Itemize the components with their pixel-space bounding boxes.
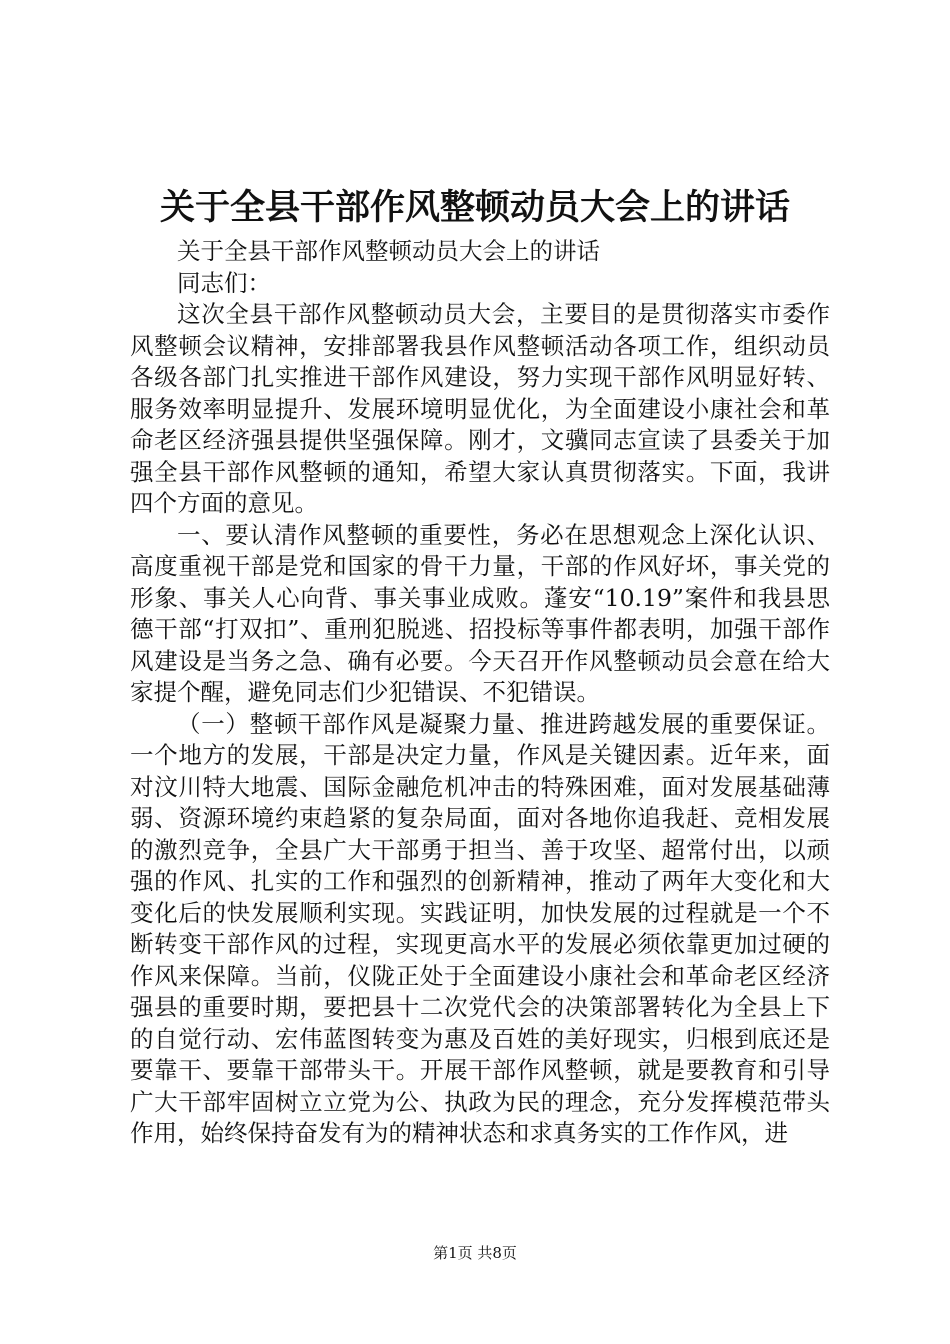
page-number-footer: 第1页 共8页 [433,1244,517,1262]
document-title: 关于全县干部作风整顿动员大会上的讲话 [159,188,790,228]
subtitle-paragraph: 关于全县干部作风整顿动员大会上的讲话 [177,237,600,265]
salutation-paragraph: 同志们： [177,268,271,297]
intro-paragraph: 这次全县干部作风整顿动员大会，主要目的是贯彻落实市委作风整顿会议精神，安排部署我县作风整顿活动各项工作，组织动员各级各部门扎实推进干部作风建设，努力实现干部作风明显好转、服务效率明显提升、发展环境明显优化，为全面建设小康社会和革命老区经济强县提供坚强保障。刚才，文骥同志宣读了县委关于加强全县干部作风整顿的通知，希望大家认真贯彻落实。下面，我讲四个方面的意见。 [130,300,830,517]
section-one-paragraph: 一、要认清作风整顿的重要性，务必在思想观念上深化认识、高度重视干部是党和国家的骨干力量，干部的作风好坏，事关党的形象、事关人心向背、事关事业成败。蓬安“10.19”案件和我县思德干部“打双扣”、重刑犯脱逃、招投标等事件都表明，加强干部作风建设是当务之急、确有必要。今天召开作风整顿动员会意在给大家提个醒，避免同志们少犯错误、不犯错误。 [130,520,830,706]
subsection-one-paragraph: （一）整顿干部作风是凝聚力量、推进跨越发展的重要保证。一个地方的发展，干部是决定力量，作风是关键因素。近年来，面对汶川特大地震、国际金融危机冲击的特殊困难，面对发展基础薄弱、资源环境约束趋紧的复杂局面，面对各地你追我赶、竞相发展的激烈竞争，全县广大干部勇于担当、善于攻坚、超常付出，以顽强的作风、扎实的工作和强烈的创新精神，推动了两年大变化和大变化后的快发展顺利实现。实践证明，加快发展的过程就是一个不断转变干部作风的过程，实现更高水平的发展必须依靠更加过硬的作风来保障。当前，仪陇正处于全面建设小康社会和革命老区经济强县的重要时期，要把县十二次党代会的决策部署转化为全县上下的自觉行动、宏伟蓝图转变为惠及百姓的美好现实，归根到底还是要靠干、要靠干部带头干。开展干部作风整顿，就是要教育和引导广大干部牢固树立立党为公、执政为民的理念，充分发挥模范带头作用，始终保持奋发有为的精神状态和求真务实的工作作风，进 [130,709,830,1147]
document-body [130,236,830,1150]
